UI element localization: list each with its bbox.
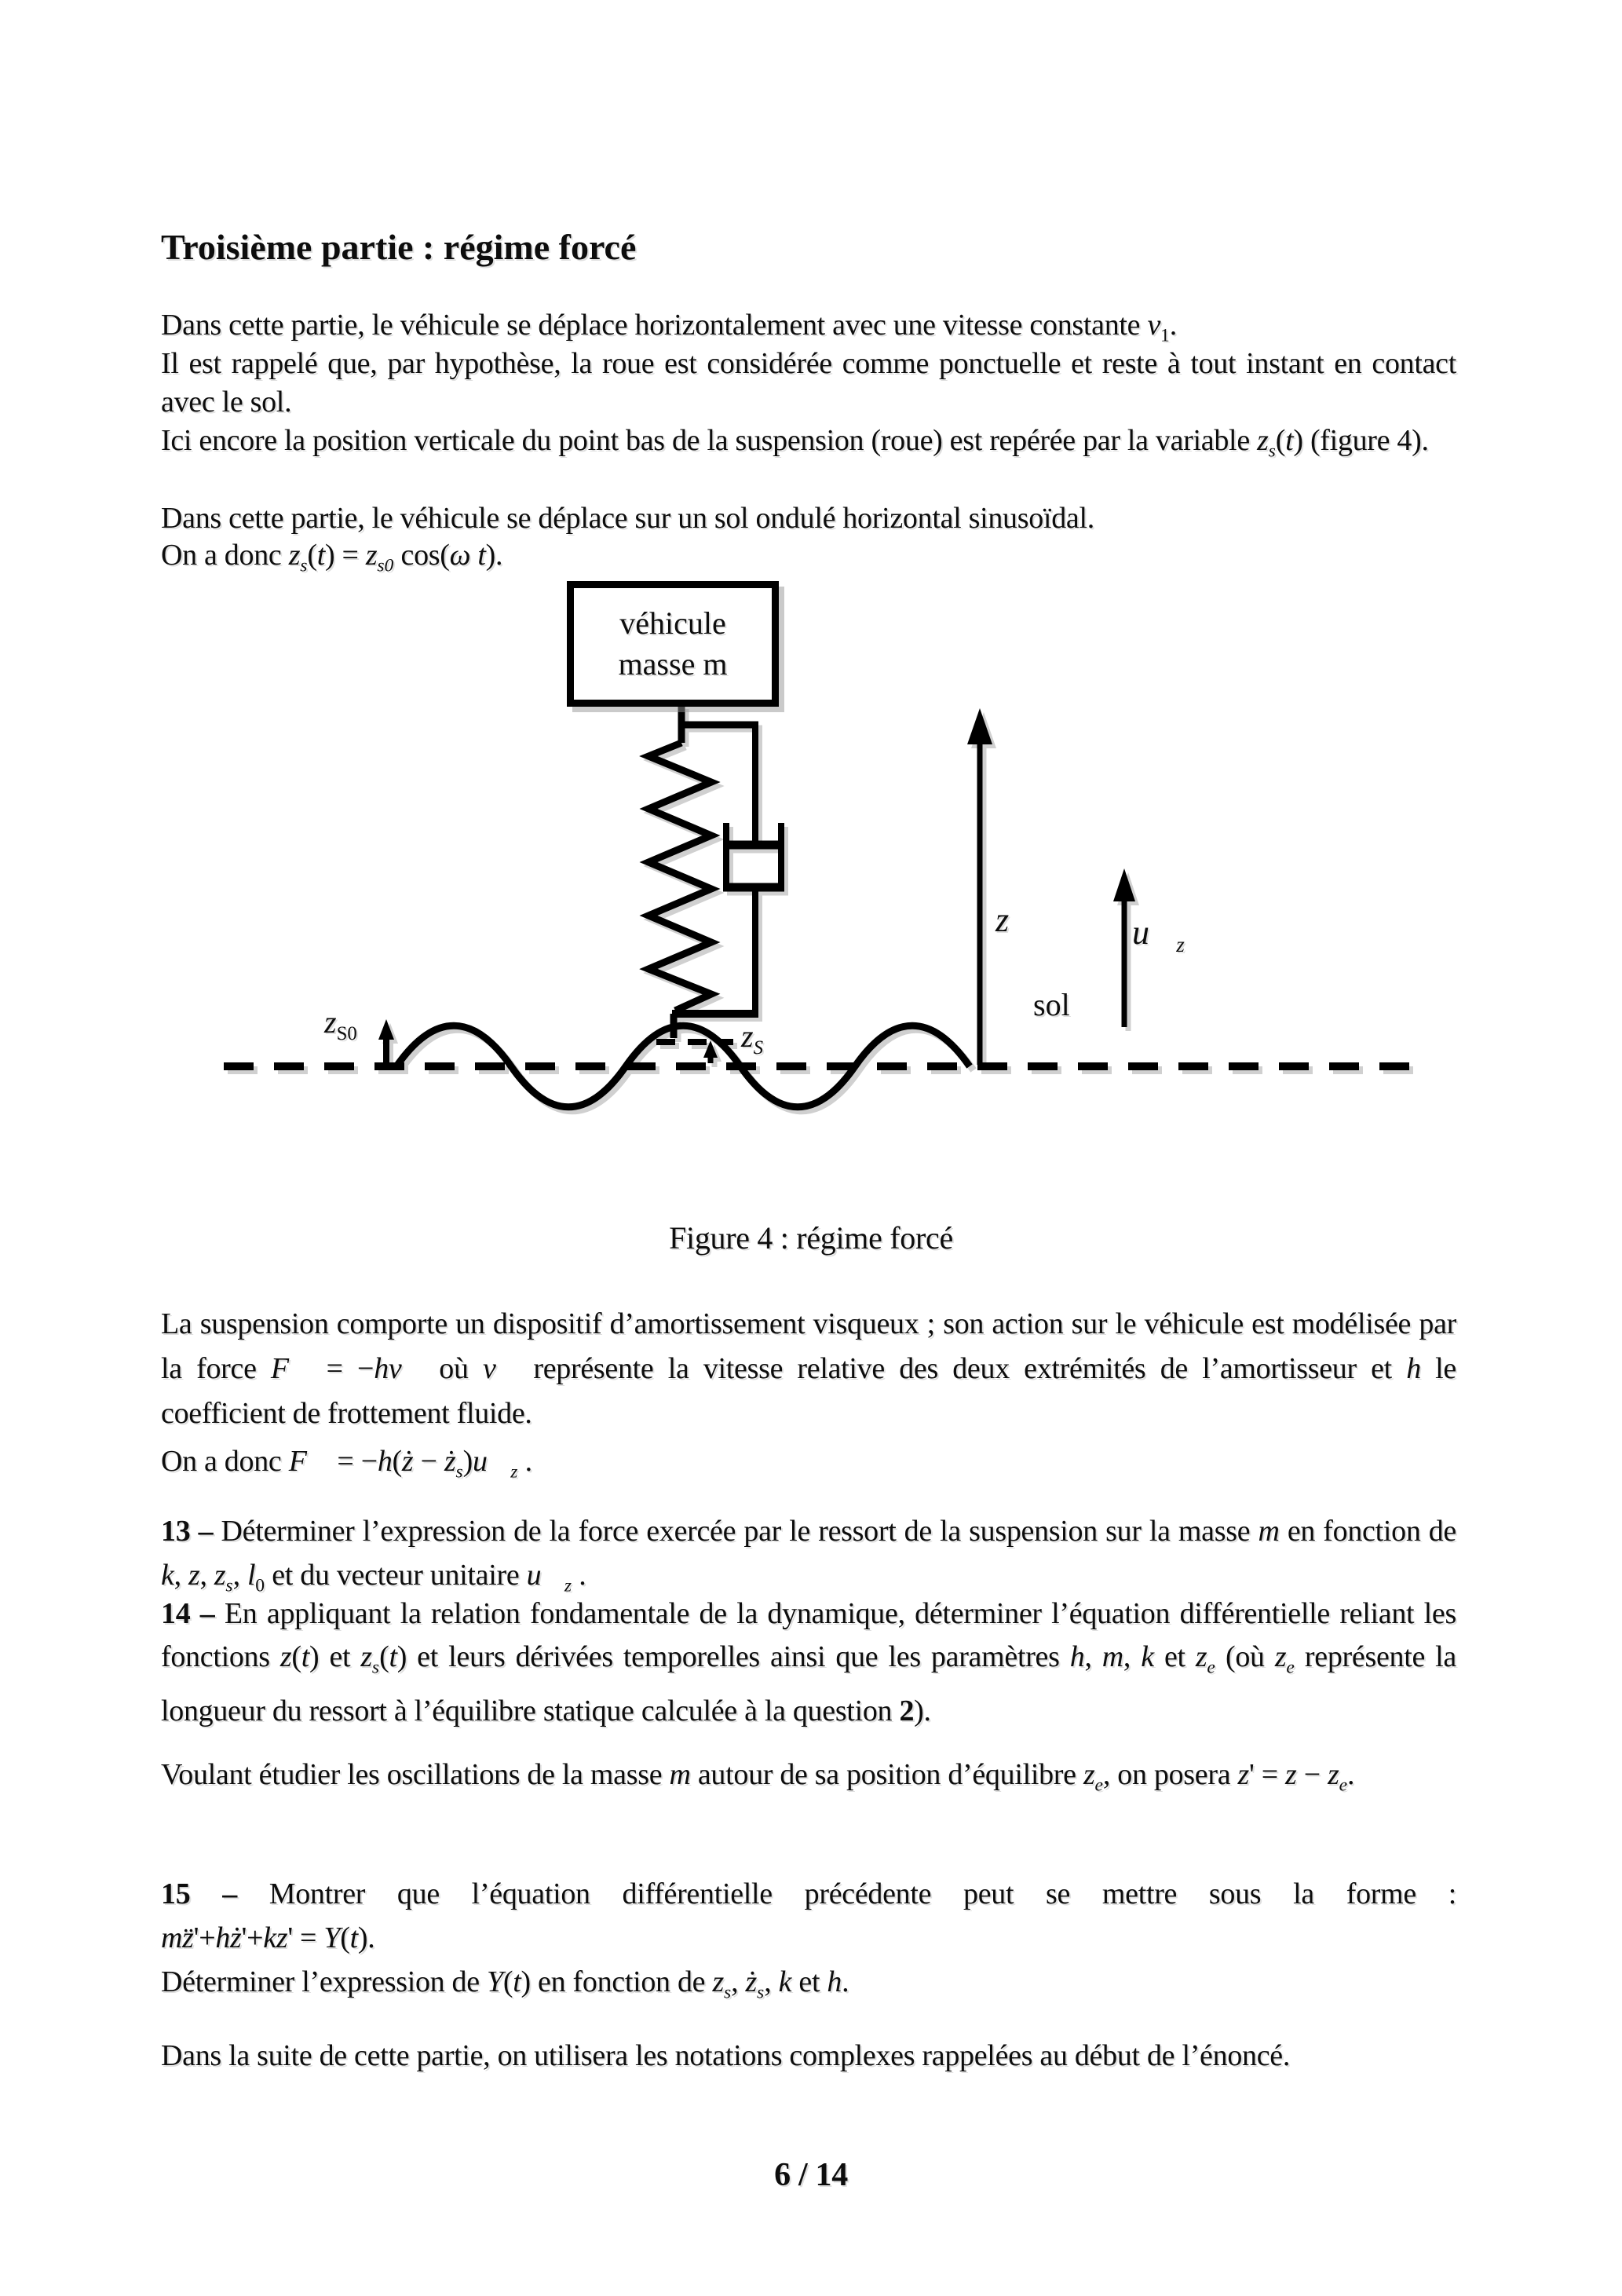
equation-zs-cos: On a donc $z_s(t) = z_{s0}$ cos(ω t). — [161, 539, 503, 576]
figure-4-drawing — [0, 565, 1622, 1162]
label-zs0-amplitude: $z_{S0}$ — [324, 1004, 357, 1044]
paragraph-oscillations: Voulant étudier les oscillations de la masse m autour de sa position d’équilibre $z_e$, on posera $z' = z - z_e$. — [161, 1758, 1355, 1796]
section-title: Troisième partie : régime forcé — [161, 226, 637, 267]
question-15-intro: 15 – Montrer que l’équation différentielle précédente peut se mettre sous la forme : — [161, 1877, 1456, 1910]
question-14: 14 – En appliquant la relation fondamentale de la dynamique, déterminer l’équation différentielle reliant les fonctions z(t) et $z_s(t)$ et leurs dérivées temporelles ainsi que les paramètres h, m, k et $z_e$ (où $z_e$ représente la longueur du ressort à l’équilibre statique calculée à la question 2). — [161, 1597, 1456, 1727]
vehicle-mass-label: masse m — [618, 646, 728, 682]
paragraph-sinusoidal-ground: Dans cette partie, le véhicule se déplace sur un sol ondulé horizontal sinusoïdal. — [161, 502, 1094, 535]
paragraph-damper-force: La suspension comporte un dispositif d’amortissement visqueux ; son action sur le véhicule est modélisée par la force F⃗ = −hv⃗ où v⃗ représente la vitesse relative des deux extrémités de l’amortisseur et h le coefficient de frottement fluide. — [161, 1307, 1456, 1430]
z-axis-arrowhead — [967, 708, 992, 744]
paragraph-complex-notations: Dans la suite de cette partie, on utilisera les notations complexes rappelées au début de l’énoncé. — [161, 2039, 1291, 2072]
spring-coil — [648, 743, 711, 1011]
question-15-equation: mz̈'+hż'+kz' = Y(t). — [161, 1921, 375, 1954]
uz-arrowhead — [1113, 868, 1135, 901]
vehicle-mass-box — [567, 581, 779, 707]
paragraph-intro-speed: Dans cette partie, le véhicule se déplace horizontalement avec une vitesse constante $v_1$. — [161, 309, 1177, 346]
paragraph-wheel-hypothesis: Il est rappelé que, par hypothèse, la roue est considérée comme ponctuelle et reste à tout instant en contact avec le sol. — [161, 347, 1456, 419]
figure-caption: Figure 4 : régime forcé — [669, 1220, 953, 1256]
equation-damper-force: On a donc F⃗ = −h(ż − $ż_s)u⃗_z$ . — [161, 1445, 532, 1483]
page-number: 6 / 14 — [774, 2157, 848, 2193]
label-zs-position: $z_S$ — [741, 1018, 763, 1058]
question-15-determine-Y: Déterminer l’expression de Y(t) en fonction de $z_s$, $ż_s$, k et h. — [161, 1965, 849, 2003]
zs0-arrowhead — [378, 1019, 394, 1040]
vehicle-label: véhicule — [619, 605, 726, 641]
paragraph-variable-zs: Ici encore la position verticale du point bas de la suspension (roue) est repérée par la variable $z_s(t)$ (figure 4). — [161, 424, 1429, 462]
label-sol-ground: sol — [1033, 987, 1070, 1022]
question-13: 13 – Déterminer l’expression de la force exercée par le ressort de la suspension sur la masse m en fonction de k, z, $z_s$, $l_0$ et du vecteur unitaire $u⃗_z$ . — [161, 1515, 1456, 1596]
label-uz-unit-vector: $u⃗_z$ — [1132, 913, 1185, 956]
label-z-axis: z — [995, 901, 1010, 939]
